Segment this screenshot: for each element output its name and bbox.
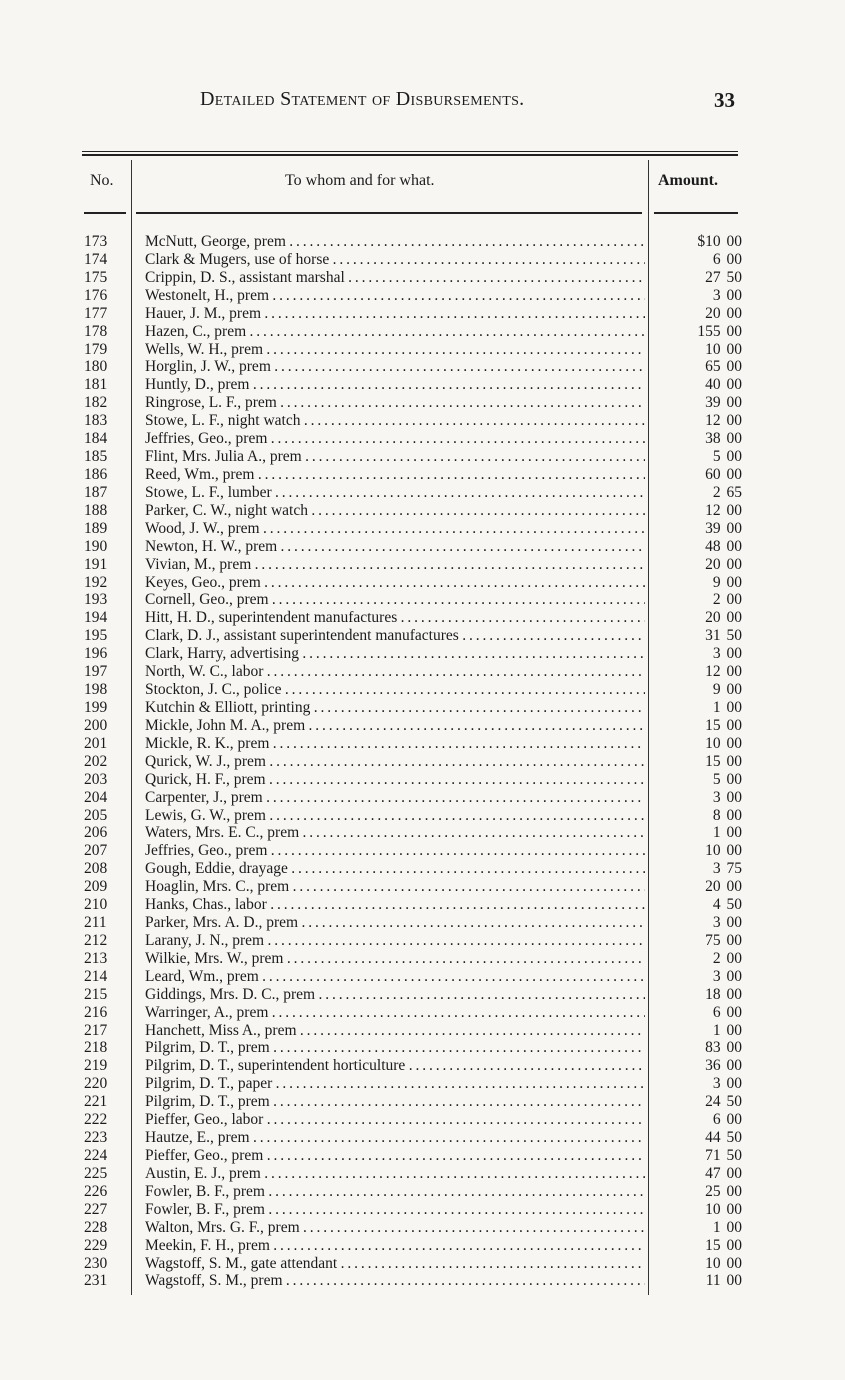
table-row bbox=[0, 609, 845, 627]
row-number: 179 bbox=[84, 340, 108, 358]
row-description: Hautze, E., prem . . . bbox=[145, 1129, 645, 1147]
row-amount: 2 65 bbox=[712, 483, 742, 501]
table-row bbox=[0, 878, 845, 896]
row-amount: 27 50 bbox=[705, 268, 742, 286]
table-row bbox=[0, 771, 845, 789]
row-description: Clark, D. J., assistant superintendent manufactures . . . bbox=[145, 627, 645, 645]
row-description: Clark & Mugers, use of horse . . . bbox=[145, 251, 645, 269]
row-number: 223 bbox=[84, 1129, 108, 1147]
row-description: Mickle, John M. A., prem . . . bbox=[145, 717, 645, 735]
row-number: 208 bbox=[84, 860, 108, 878]
row-number: 209 bbox=[84, 878, 108, 896]
table-row bbox=[0, 1183, 845, 1201]
row-description: Carpenter, J., prem . . . bbox=[145, 789, 645, 807]
row-description: Flint, Mrs. Julia A., prem . . . bbox=[145, 448, 645, 466]
table-row bbox=[0, 466, 845, 484]
row-amount: 2 00 bbox=[712, 591, 742, 609]
row-number: 229 bbox=[84, 1236, 108, 1254]
page-number: 33 bbox=[714, 88, 735, 112]
header-rule-description bbox=[136, 212, 642, 214]
row-description: Wilkie, Mrs. W., prem . . . bbox=[145, 950, 645, 968]
row-description: Lewis, G. W., prem . . . bbox=[145, 807, 645, 825]
row-description: Stockton, J. C., police . . . bbox=[145, 681, 645, 699]
row-number: 210 bbox=[84, 896, 108, 914]
row-description: Mickle, R. K., prem . . . bbox=[145, 735, 645, 753]
row-amount: 6 00 bbox=[712, 250, 742, 268]
row-amount: 3 00 bbox=[712, 788, 742, 806]
table-row bbox=[0, 1004, 845, 1022]
table-row bbox=[0, 484, 845, 502]
row-number: 198 bbox=[84, 681, 108, 699]
row-description: Pilgrim, D. T., prem . . . bbox=[145, 1093, 645, 1111]
row-description: Walton, Mrs. G. F., prem . . . bbox=[145, 1219, 645, 1237]
row-amount: 40 00 bbox=[705, 376, 742, 394]
table-row bbox=[0, 1272, 845, 1290]
row-description: Wagstoff, S. M., gate attendant . . . bbox=[145, 1255, 645, 1273]
disbursement-table bbox=[0, 233, 845, 1290]
table-row bbox=[0, 1111, 845, 1129]
row-amount: 3 00 bbox=[712, 286, 742, 304]
row-amount: 8 00 bbox=[712, 806, 742, 824]
row-number: 181 bbox=[84, 376, 108, 394]
table-row bbox=[0, 233, 845, 251]
row-amount: 3 00 bbox=[712, 914, 742, 932]
row-amount: 39 00 bbox=[705, 519, 742, 537]
row-number: 199 bbox=[84, 698, 108, 716]
table-row bbox=[0, 1237, 845, 1255]
row-description: Hanchett, Miss A., prem . . . bbox=[145, 1022, 645, 1040]
row-number: 211 bbox=[84, 914, 107, 932]
row-number: 231 bbox=[84, 1272, 108, 1290]
table-row bbox=[0, 323, 845, 341]
row-description: Kutchin & Elliott, printing . . . bbox=[145, 699, 645, 717]
row-number: 213 bbox=[84, 949, 108, 967]
row-number: 188 bbox=[84, 501, 108, 519]
row-number: 189 bbox=[84, 519, 108, 537]
row-description: Newton, H. W., prem . . . bbox=[145, 538, 645, 556]
row-number: 212 bbox=[84, 931, 108, 949]
row-description: Stowe, L. F., night watch . . . bbox=[145, 412, 645, 430]
table-row bbox=[0, 932, 845, 950]
row-number: 205 bbox=[84, 806, 108, 824]
row-amount: 24 50 bbox=[705, 1093, 742, 1111]
table-row bbox=[0, 1147, 845, 1165]
table-row bbox=[0, 914, 845, 932]
row-number: 175 bbox=[84, 268, 108, 286]
row-number: 230 bbox=[84, 1254, 108, 1272]
row-amount: 47 00 bbox=[705, 1164, 742, 1182]
row-description: Austin, E. J., prem . . . bbox=[145, 1165, 645, 1183]
row-description: Vivian, M., prem . . . bbox=[145, 556, 645, 574]
row-amount: 5 00 bbox=[712, 448, 742, 466]
row-amount: 10 00 bbox=[705, 1200, 742, 1218]
table-row bbox=[0, 591, 845, 609]
table-row bbox=[0, 305, 845, 323]
row-description: Reed, Wm., prem . . . bbox=[145, 466, 645, 484]
table-row bbox=[0, 251, 845, 269]
header-rule-no bbox=[84, 212, 126, 214]
row-amount: 15 00 bbox=[705, 716, 742, 734]
table-row bbox=[0, 1255, 845, 1273]
page-header bbox=[0, 88, 845, 118]
row-amount: 71 50 bbox=[705, 1147, 742, 1165]
header-rule-amount bbox=[654, 212, 738, 214]
row-description: Jeffries, Geo., prem . . . bbox=[145, 430, 645, 448]
row-number: 182 bbox=[84, 394, 108, 412]
row-amount: 83 00 bbox=[705, 1039, 742, 1057]
row-amount: 2 00 bbox=[712, 949, 742, 967]
row-amount: 20 00 bbox=[705, 878, 742, 896]
row-description: Gough, Eddie, drayage . . . bbox=[145, 860, 645, 878]
row-amount: 20 00 bbox=[705, 609, 742, 627]
row-number: 195 bbox=[84, 627, 108, 645]
row-amount: 5 00 bbox=[712, 770, 742, 788]
row-description: Larany, J. N., prem . . . bbox=[145, 932, 645, 950]
row-number: 204 bbox=[84, 788, 108, 806]
row-amount: 6 00 bbox=[712, 1111, 742, 1129]
table-row bbox=[0, 1039, 845, 1057]
table-row bbox=[0, 968, 845, 986]
row-amount: 20 00 bbox=[705, 555, 742, 573]
top-double-rule bbox=[82, 151, 738, 156]
row-description: McNutt, George, prem . . . bbox=[145, 233, 645, 251]
table-row bbox=[0, 502, 845, 520]
table-row bbox=[0, 448, 845, 466]
row-description: Qurick, W. J., prem . . . bbox=[145, 753, 645, 771]
row-amount: 1 00 bbox=[712, 824, 742, 842]
row-description: Keyes, Geo., prem . . . bbox=[145, 574, 645, 592]
row-description: Westonelt, H., prem . . . bbox=[145, 287, 645, 305]
row-description: Horglin, J. W., prem . . . bbox=[145, 358, 645, 376]
row-description: Pieffer, Geo., prem . . . bbox=[145, 1147, 645, 1165]
table-row bbox=[0, 735, 845, 753]
row-description: Clark, Harry, advertising . . . bbox=[145, 645, 645, 663]
row-number: 185 bbox=[84, 448, 108, 466]
row-description: Leard, Wm., prem . . . bbox=[145, 968, 645, 986]
row-number: 220 bbox=[84, 1075, 108, 1093]
table-row bbox=[0, 358, 845, 376]
row-amount: 39 00 bbox=[705, 394, 742, 412]
row-amount: 10 00 bbox=[705, 1254, 742, 1272]
row-amount: 12 00 bbox=[705, 501, 742, 519]
row-number: 203 bbox=[84, 770, 108, 788]
row-number: 192 bbox=[84, 573, 108, 591]
row-description: Fowler, B. F., prem . . . bbox=[145, 1201, 645, 1219]
page-title: Detailed Statement of Disbursements. bbox=[200, 88, 525, 110]
table-row bbox=[0, 538, 845, 556]
row-amount: 3 00 bbox=[712, 967, 742, 985]
table-row bbox=[0, 699, 845, 717]
column-headers bbox=[82, 172, 738, 196]
row-description: Parker, C. W., night watch . . . bbox=[145, 502, 645, 520]
table-row bbox=[0, 896, 845, 914]
row-number: 217 bbox=[84, 1021, 108, 1039]
table-row bbox=[0, 269, 845, 287]
row-number: 225 bbox=[84, 1164, 108, 1182]
row-amount: 1 00 bbox=[712, 1218, 742, 1236]
row-description: Stowe, L. F., lumber . . . bbox=[145, 484, 645, 502]
row-amount: 4 50 bbox=[712, 896, 742, 914]
row-number: 190 bbox=[84, 537, 108, 555]
table-row bbox=[0, 627, 845, 645]
row-number: 226 bbox=[84, 1182, 108, 1200]
row-number: 228 bbox=[84, 1218, 108, 1236]
row-number: 178 bbox=[84, 322, 108, 340]
row-number: 180 bbox=[84, 358, 108, 376]
row-number: 176 bbox=[84, 286, 108, 304]
row-description: Hanks, Chas., labor . . . bbox=[145, 896, 645, 914]
table-row bbox=[0, 860, 845, 878]
row-number: 183 bbox=[84, 412, 108, 430]
row-amount: 38 00 bbox=[705, 430, 742, 448]
row-number: 184 bbox=[84, 430, 108, 448]
row-amount: 75 00 bbox=[705, 931, 742, 949]
row-amount: 65 00 bbox=[705, 358, 742, 376]
row-description: Wells, W. H., prem . . . bbox=[145, 341, 645, 359]
row-description: Pilgrim, D. T., superintendent horticulture . . . bbox=[145, 1057, 645, 1075]
row-description: Hazen, C., prem . . . bbox=[145, 323, 645, 341]
table-row bbox=[0, 287, 845, 305]
row-number: 227 bbox=[84, 1200, 108, 1218]
row-description: Cornell, Geo., prem . . . bbox=[145, 591, 645, 609]
row-amount: 9 00 bbox=[712, 681, 742, 699]
row-number: 187 bbox=[84, 483, 108, 501]
row-description: Hoaglin, Mrs. C., prem . . . bbox=[145, 878, 645, 896]
table-row bbox=[0, 1022, 845, 1040]
table-row bbox=[0, 681, 845, 699]
row-number: 206 bbox=[84, 824, 108, 842]
table-row bbox=[0, 824, 845, 842]
row-number: 173 bbox=[84, 233, 108, 250]
table-row bbox=[0, 842, 845, 860]
row-amount: 15 00 bbox=[705, 752, 742, 770]
table-row bbox=[0, 1165, 845, 1183]
row-amount: 9 00 bbox=[712, 573, 742, 591]
row-amount: 11 00 bbox=[705, 1272, 742, 1290]
table-row bbox=[0, 753, 845, 771]
row-amount: 6 00 bbox=[712, 1003, 742, 1021]
table-row bbox=[0, 430, 845, 448]
row-description: Waters, Mrs. E. C., prem . . . bbox=[145, 824, 645, 842]
row-number: 196 bbox=[84, 645, 108, 663]
row-amount: 1 00 bbox=[712, 1021, 742, 1039]
row-description: Wagstoff, S. M., prem . . . bbox=[145, 1272, 645, 1290]
row-description: Ringrose, L. F., prem . . . bbox=[145, 394, 645, 412]
row-number: 202 bbox=[84, 752, 108, 770]
column-header-description: To whom and for what. bbox=[285, 172, 435, 189]
table-row bbox=[0, 950, 845, 968]
row-number: 200 bbox=[84, 716, 108, 734]
row-amount: 60 00 bbox=[705, 465, 742, 483]
row-description: Meekin, F. H., prem . . . bbox=[145, 1237, 645, 1255]
table-row bbox=[0, 556, 845, 574]
row-description: Huntly, D., prem . . . bbox=[145, 376, 645, 394]
column-header-amount: Amount. bbox=[658, 172, 719, 189]
row-number: 214 bbox=[84, 967, 108, 985]
table-row bbox=[0, 645, 845, 663]
row-amount: 25 00 bbox=[705, 1182, 742, 1200]
table-row bbox=[0, 376, 845, 394]
table-row bbox=[0, 1075, 845, 1093]
row-description: Giddings, Mrs. D. C., prem . . . bbox=[145, 986, 645, 1004]
table-row bbox=[0, 986, 845, 1004]
row-number: 197 bbox=[84, 663, 108, 681]
row-description: Hitt, H. D., superintendent manufactures . . . bbox=[145, 609, 645, 627]
row-number: 191 bbox=[84, 555, 108, 573]
table-row bbox=[0, 1201, 845, 1219]
row-amount: 1 00 bbox=[712, 698, 742, 716]
row-description: Fowler, B. F., prem . . . bbox=[145, 1183, 645, 1201]
row-amount: 15 00 bbox=[705, 1236, 742, 1254]
row-number: 222 bbox=[84, 1111, 108, 1129]
row-amount: 12 00 bbox=[705, 663, 742, 681]
row-number: 207 bbox=[84, 842, 108, 860]
table-row bbox=[0, 1129, 845, 1147]
row-amount: 48 00 bbox=[705, 537, 742, 555]
row-amount: 3 00 bbox=[712, 1075, 742, 1093]
row-number: 224 bbox=[84, 1147, 108, 1165]
row-amount: 18 00 bbox=[705, 985, 742, 1003]
row-description: North, W. C., labor . . . bbox=[145, 663, 645, 681]
table-row bbox=[0, 807, 845, 825]
table-row bbox=[0, 394, 845, 412]
row-amount: 20 00 bbox=[705, 304, 742, 322]
table-row bbox=[0, 1219, 845, 1237]
row-amount: 155 00 bbox=[697, 322, 742, 340]
row-amount: 10 00 bbox=[705, 340, 742, 358]
row-number: 219 bbox=[84, 1057, 108, 1075]
row-amount: 44 50 bbox=[705, 1129, 742, 1147]
table-row bbox=[0, 663, 845, 681]
row-description: Wood, J. W., prem . . . bbox=[145, 520, 645, 538]
row-number: 194 bbox=[84, 609, 108, 627]
row-number: 177 bbox=[84, 304, 108, 322]
table-row bbox=[0, 789, 845, 807]
table-row bbox=[0, 341, 845, 359]
row-description: Pilgrim, D. T., prem . . . bbox=[145, 1039, 645, 1057]
table-row bbox=[0, 1057, 845, 1075]
row-description: Hauer, J. M., prem . . . bbox=[145, 305, 645, 323]
row-number: 174 bbox=[84, 250, 108, 268]
row-description: Warringer, A., prem . . . bbox=[145, 1004, 645, 1022]
row-number: 201 bbox=[84, 734, 108, 752]
table-row bbox=[0, 520, 845, 538]
table-row bbox=[0, 574, 845, 592]
table-row bbox=[0, 1093, 845, 1111]
row-amount: 10 00 bbox=[705, 842, 742, 860]
row-amount: $10 00 bbox=[697, 233, 742, 250]
row-amount: 36 00 bbox=[705, 1057, 742, 1075]
row-description: Pilgrim, D. T., paper . . . bbox=[145, 1075, 645, 1093]
row-description: Pieffer, Geo., labor . . . bbox=[145, 1111, 645, 1129]
row-description: Jeffries, Geo., prem . . . bbox=[145, 842, 645, 860]
row-amount: 12 00 bbox=[705, 412, 742, 430]
row-amount: 3 00 bbox=[712, 645, 742, 663]
row-amount: 10 00 bbox=[705, 734, 742, 752]
row-number: 221 bbox=[84, 1093, 108, 1111]
row-number: 218 bbox=[84, 1039, 108, 1057]
row-description: Qurick, H. F., prem . . . bbox=[145, 771, 645, 789]
row-amount: 31 50 bbox=[705, 627, 742, 645]
row-number: 215 bbox=[84, 985, 108, 1003]
row-number: 193 bbox=[84, 591, 108, 609]
table-row bbox=[0, 717, 845, 735]
row-description: Parker, Mrs. A. D., prem . . . bbox=[145, 914, 645, 932]
column-header-no: No. bbox=[90, 172, 114, 189]
row-number: 216 bbox=[84, 1003, 108, 1021]
table-row bbox=[0, 412, 845, 430]
row-amount: 3 75 bbox=[712, 860, 742, 878]
row-description: Crippin, D. S., assistant marshal . . . bbox=[145, 269, 645, 287]
row-number: 186 bbox=[84, 465, 108, 483]
